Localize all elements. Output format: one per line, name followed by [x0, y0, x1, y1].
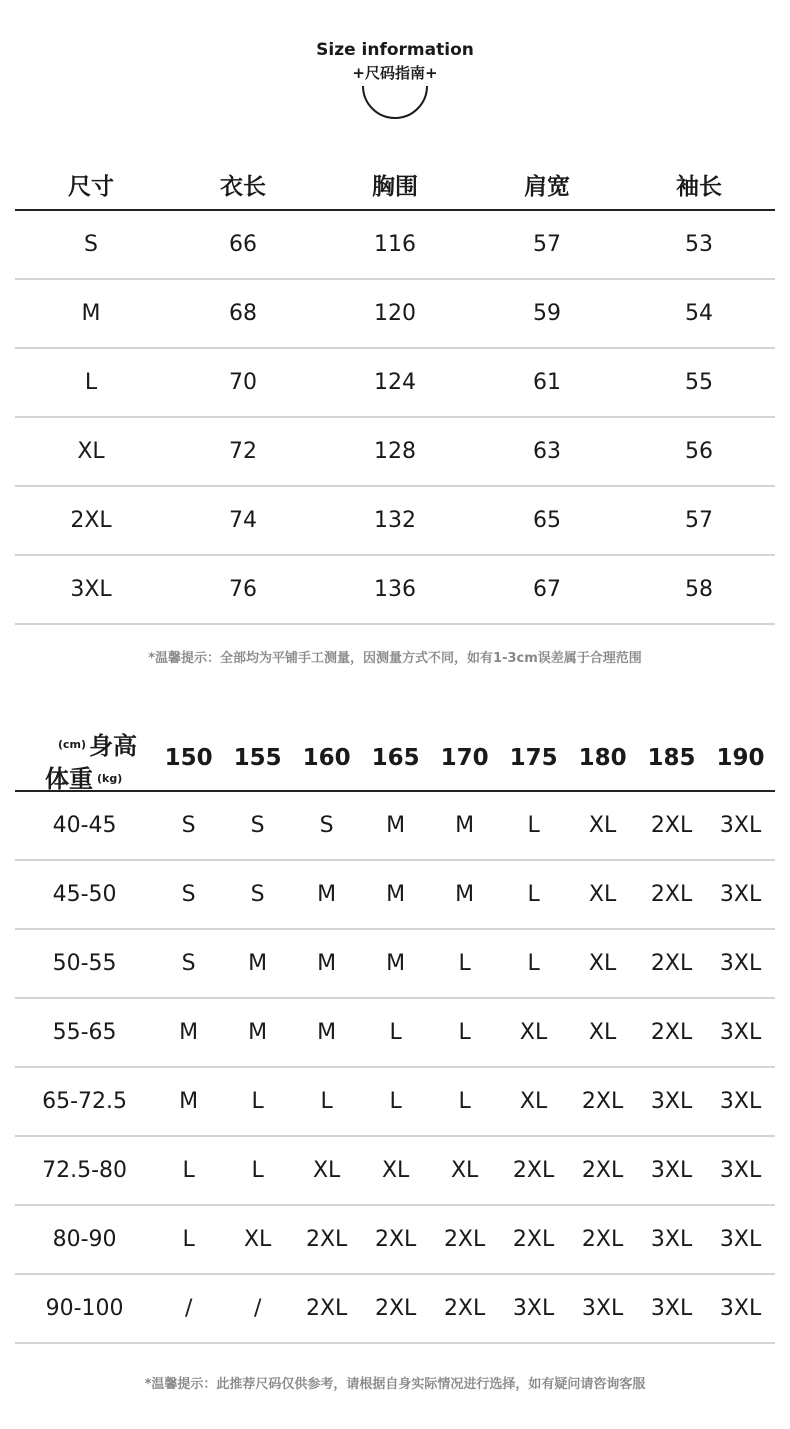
table-cell: 3XL — [719, 882, 762, 907]
table-cell: XL — [519, 1089, 548, 1114]
table-cell: 3XL — [719, 1089, 762, 1114]
table-cell: L — [389, 1089, 402, 1114]
table-cell: 116 — [374, 232, 416, 257]
table-cell: 120 — [374, 301, 416, 326]
size-column-header: 衣长 — [220, 174, 266, 200]
corner-label — [15, 726, 154, 793]
height-column-header: 165 — [371, 745, 420, 771]
table-cell: 2XL — [512, 1227, 555, 1252]
weight-range-cell: 50-55 — [52, 951, 117, 976]
size-column-header: 肩宽 — [524, 174, 570, 200]
table-row — [15, 487, 775, 556]
table-cell: XL — [588, 951, 617, 976]
page-subtitle: +尺码指南+ — [352, 64, 438, 82]
table-cell: L — [458, 951, 471, 976]
table-cell: 74 — [229, 508, 257, 533]
weight-range-cell: 40-45 — [52, 813, 117, 838]
table-cell: S — [181, 882, 196, 907]
table-cell: / — [253, 1296, 262, 1321]
height-column-header: 175 — [509, 745, 558, 771]
table-cell: XL — [243, 1227, 272, 1252]
table-cell: 2XL — [581, 1158, 624, 1183]
table-cell: M — [386, 951, 406, 976]
page-title: Size information — [316, 40, 474, 60]
table-cell: 128 — [374, 439, 416, 464]
table-cell: 55 — [685, 370, 713, 395]
table-cell: 57 — [685, 508, 713, 533]
table-cell: 57 — [533, 232, 561, 257]
table-row — [15, 861, 775, 930]
table-cell: M — [317, 951, 337, 976]
arc-decoration-icon — [355, 84, 435, 124]
table-cell: XL — [519, 1020, 548, 1045]
weight-range-cell: 72.5-80 — [42, 1158, 128, 1183]
table-cell: 56 — [685, 439, 713, 464]
table-row — [15, 1206, 775, 1275]
size-chart-header-row — [15, 160, 775, 211]
table-cell: M — [317, 1020, 337, 1045]
table-cell: 2XL — [650, 1020, 693, 1045]
weight-range-cell: 45-50 — [52, 882, 117, 907]
table-cell: M — [455, 882, 475, 907]
table-cell: 2XL — [443, 1227, 486, 1252]
table-cell: 58 — [685, 577, 713, 602]
table-cell: 67 — [533, 577, 561, 602]
table-cell: XL — [381, 1158, 410, 1183]
table-cell: 70 — [229, 370, 257, 395]
table-cell: XL — [312, 1158, 341, 1183]
table-cell: M — [248, 951, 268, 976]
size-column-header: 尺寸 — [68, 174, 114, 200]
table-row — [15, 1137, 775, 1206]
table-cell: 2XL — [512, 1158, 555, 1183]
table-cell: 2XL — [374, 1227, 417, 1252]
recommendation-note: *温馨提示：此推荐尺码仅供参考，请根据自身实际情况进行选择，如有疑问请咨询客服 — [144, 1377, 646, 1392]
table-cell: 3XL — [650, 1296, 693, 1321]
table-cell: L — [527, 951, 540, 976]
table-cell: L — [389, 1020, 402, 1045]
table-row — [15, 418, 775, 487]
table-cell: M — [179, 1020, 199, 1045]
table-cell: L — [251, 1089, 264, 1114]
table-cell: 63 — [533, 439, 561, 464]
table-cell: M — [317, 882, 337, 907]
table-cell: M — [455, 813, 475, 838]
table-cell: 2XL — [70, 508, 112, 533]
table-cell: 61 — [533, 370, 561, 395]
weight-label: 体重 — [45, 765, 93, 793]
table-row — [15, 211, 775, 280]
table-cell: L — [527, 813, 540, 838]
table-cell: L — [251, 1158, 264, 1183]
table-cell: L — [320, 1089, 333, 1114]
table-cell: 2XL — [305, 1296, 348, 1321]
height-label: 身高 — [89, 732, 137, 760]
table-cell: 65 — [533, 508, 561, 533]
table-cell: 68 — [229, 301, 257, 326]
table-cell: M — [386, 882, 406, 907]
page-header — [0, 38, 790, 124]
table-cell: 59 — [533, 301, 561, 326]
table-cell: 3XL — [719, 1227, 762, 1252]
table-cell: 132 — [374, 508, 416, 533]
table-cell: L — [182, 1158, 195, 1183]
table-cell: 53 — [685, 232, 713, 257]
table-cell: S — [319, 813, 334, 838]
measurement-note: *温馨提示：全部均为平铺手工测量，因测量方式不同，如有1-3cm误差属于合理范围 — [148, 651, 642, 666]
recommendation-header-row — [15, 726, 775, 792]
table-cell: S — [84, 232, 98, 257]
table-cell: 2XL — [581, 1227, 624, 1252]
table-row — [15, 556, 775, 625]
table-row — [15, 792, 775, 861]
table-cell: XL — [588, 813, 617, 838]
table-cell: L — [182, 1227, 195, 1252]
table-cell: M — [248, 1020, 268, 1045]
table-cell: 3XL — [512, 1296, 555, 1321]
table-row — [15, 930, 775, 999]
table-cell: 124 — [374, 370, 416, 395]
height-column-header: 180 — [578, 745, 627, 771]
size-column-header: 胸围 — [372, 174, 418, 200]
table-cell: S — [181, 951, 196, 976]
weight-range-cell: 90-100 — [45, 1296, 124, 1321]
height-unit: (cm) — [58, 738, 87, 751]
table-cell: 3XL — [70, 577, 112, 602]
table-row — [15, 999, 775, 1068]
table-row — [15, 349, 775, 418]
table-cell: S — [250, 813, 265, 838]
table-cell: 54 — [685, 301, 713, 326]
table-cell: 136 — [374, 577, 416, 602]
table-cell: / — [184, 1296, 193, 1321]
size-column-header: 袖长 — [676, 174, 722, 200]
table-cell: 2XL — [443, 1296, 486, 1321]
table-cell: 3XL — [719, 813, 762, 838]
table-cell: S — [250, 882, 265, 907]
table-cell: L — [84, 370, 98, 395]
table-cell: 3XL — [650, 1158, 693, 1183]
table-cell: 3XL — [650, 1227, 693, 1252]
table-cell: L — [458, 1089, 471, 1114]
table-cell: 3XL — [719, 1296, 762, 1321]
table-cell: 2XL — [374, 1296, 417, 1321]
table-cell: 72 — [229, 439, 257, 464]
table-cell: XL — [588, 1020, 617, 1045]
weight-range-cell: 65-72.5 — [42, 1089, 128, 1114]
height-column-header: 160 — [302, 745, 351, 771]
height-column-header: 190 — [716, 745, 765, 771]
weight-unit: (kg) — [97, 772, 123, 785]
table-cell: 76 — [229, 577, 257, 602]
table-row — [15, 1068, 775, 1137]
table-cell: XL — [450, 1158, 479, 1183]
height-column-header: 150 — [164, 745, 213, 771]
table-cell: 2XL — [650, 951, 693, 976]
weight-range-cell: 55-65 — [52, 1020, 117, 1045]
height-column-header: 155 — [233, 745, 282, 771]
height-column-header: 185 — [647, 745, 696, 771]
table-cell: M — [386, 813, 406, 838]
table-cell: 3XL — [719, 1158, 762, 1183]
table-cell: L — [458, 1020, 471, 1045]
table-cell: 2XL — [650, 882, 693, 907]
table-cell: L — [527, 882, 540, 907]
table-row — [15, 280, 775, 349]
table-cell: 2XL — [650, 813, 693, 838]
table-cell: 2XL — [305, 1227, 348, 1252]
table-row — [15, 1275, 775, 1344]
size-chart-table — [15, 160, 775, 625]
table-cell: 3XL — [719, 1020, 762, 1045]
weight-range-cell: 80-90 — [52, 1227, 117, 1252]
table-cell: XL — [77, 439, 105, 464]
table-cell: S — [181, 813, 196, 838]
height-column-header: 170 — [440, 745, 489, 771]
table-cell: 3XL — [581, 1296, 624, 1321]
size-recommendation-table — [15, 726, 775, 1344]
table-cell: 3XL — [650, 1089, 693, 1114]
table-cell: XL — [588, 882, 617, 907]
table-cell: M — [81, 301, 101, 326]
table-cell: M — [179, 1089, 199, 1114]
table-cell: 3XL — [719, 951, 762, 976]
table-cell: 2XL — [581, 1089, 624, 1114]
table-cell: 66 — [229, 232, 257, 257]
